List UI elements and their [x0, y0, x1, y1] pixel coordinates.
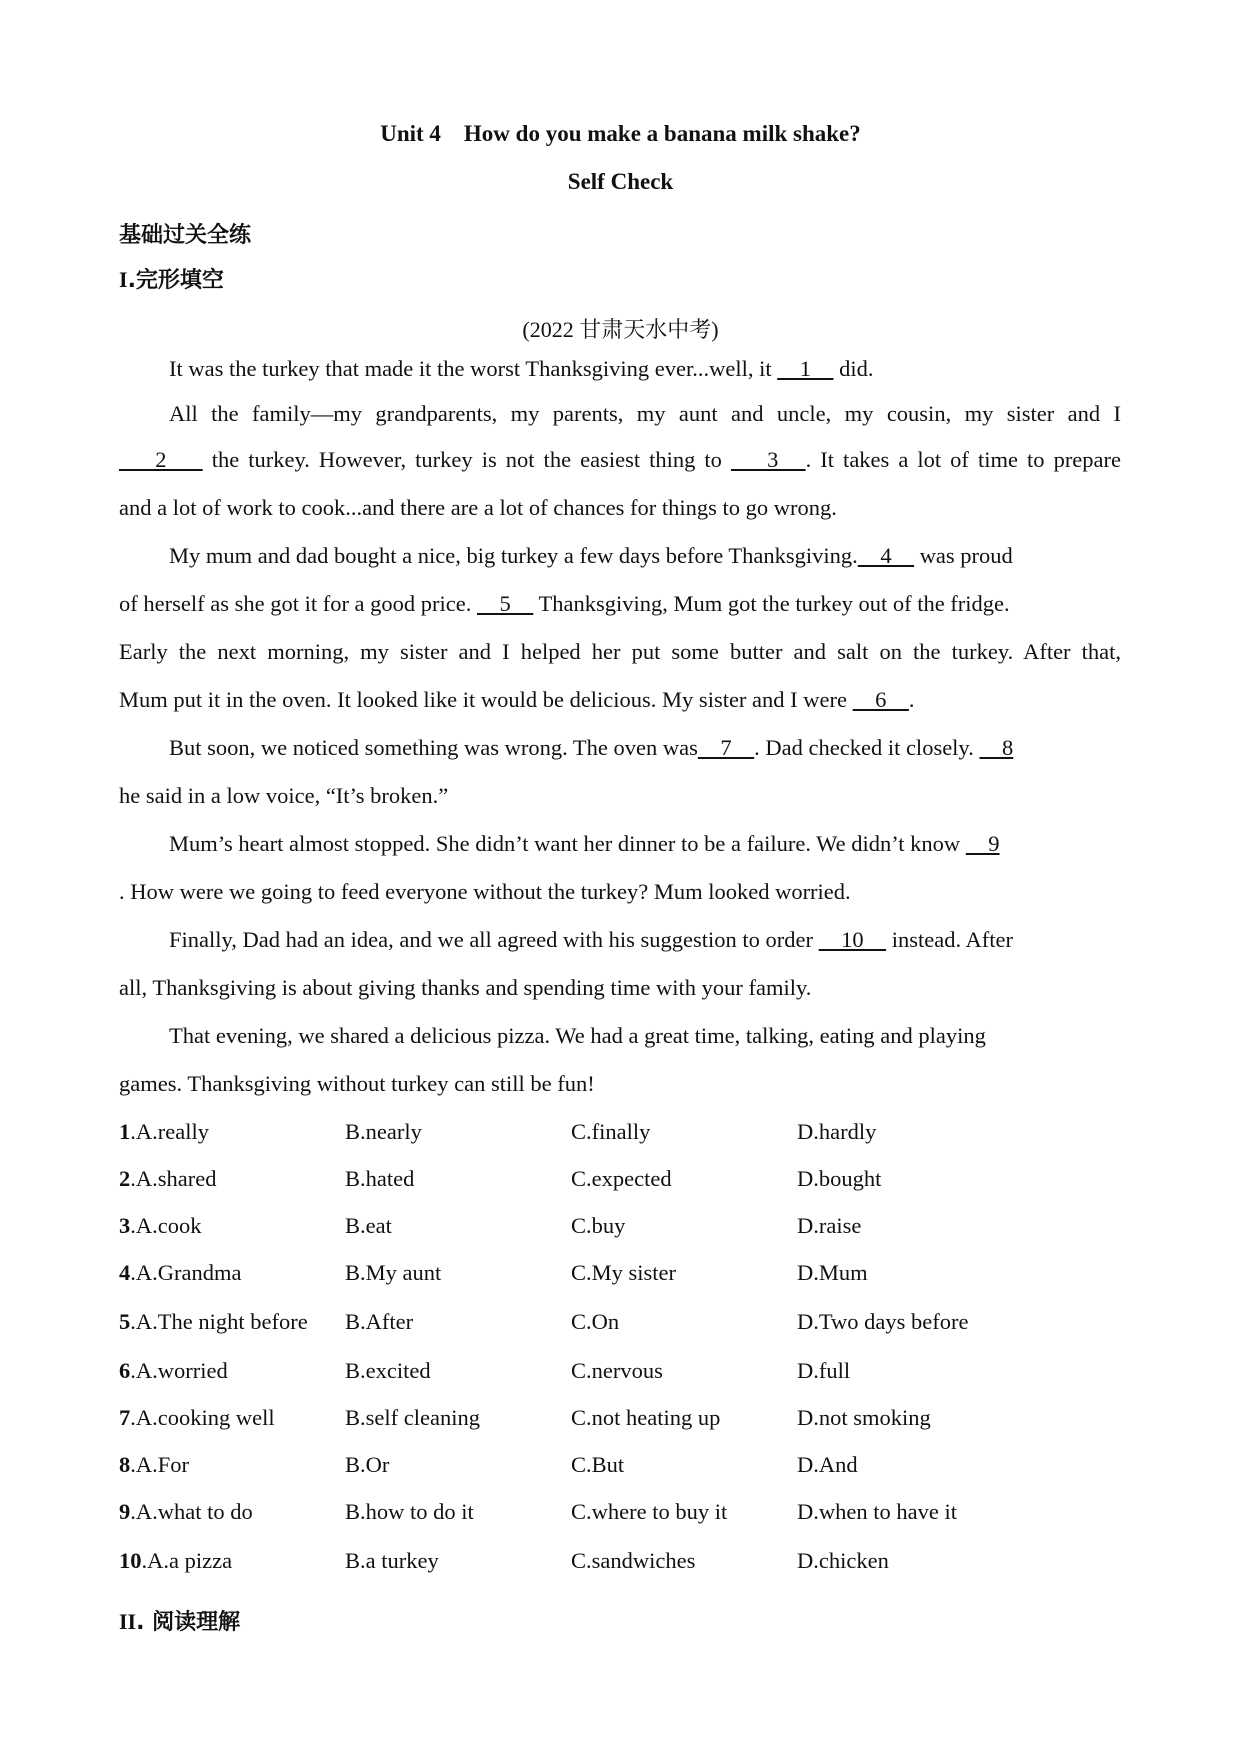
- question-number: 8: [119, 1452, 131, 1477]
- question-9-option-a: [119, 1488, 253, 1536]
- question-4-option-a: [119, 1249, 241, 1297]
- passage-text: of herself as she got it for a good price.: [119, 591, 478, 616]
- option-text: .A.worried: [130, 1358, 228, 1383]
- question-9-option-c: C.where to buy it: [571, 1499, 728, 1524]
- passage-text: Finally, Dad had an idea, and we all agreed with his suggestion to order: [169, 927, 819, 952]
- question-10-option-b: B.a turkey: [345, 1548, 439, 1573]
- passage-line: and a lot of work to cook...and there are a lot of chances for things to go wrong.: [119, 495, 837, 520]
- passage-line: . How were we going to feed everyone without the turkey? Mum looked worried.: [119, 879, 851, 904]
- question-9-option-d: D.when to have it: [797, 1499, 957, 1524]
- passage-text: the turkey. However, turkey is not the easiest thing to: [202, 447, 731, 472]
- blank-5: 5: [477, 591, 534, 616]
- question-4-option-b: B.My aunt: [345, 1260, 442, 1285]
- section-cloze-heading: [119, 263, 224, 294]
- passage-line: games. Thanksgiving without turkey can still be fun!: [119, 1071, 595, 1096]
- question-5-option-c: C.On: [571, 1309, 620, 1334]
- question-7-option-d: D.not smoking: [797, 1405, 931, 1430]
- passage-line: all, Thanksgiving is about giving thanks and spending time with your family.: [119, 975, 812, 1000]
- question-5-option-d: D.Two days before: [797, 1309, 969, 1334]
- blank-7: 7: [697, 735, 755, 760]
- passage-line: [119, 724, 1121, 772]
- blank-9: 9: [965, 831, 1000, 856]
- blank-4: 4: [857, 543, 915, 568]
- passage-line: he said in a low voice, “It’s broken.”: [119, 783, 449, 808]
- option-text: .A.a pizza: [141, 1548, 233, 1573]
- passage-text: . It takes a lot of time to prepare: [805, 447, 1121, 472]
- question-7-option-a: [119, 1394, 275, 1442]
- option-text: .A.really: [130, 1119, 209, 1144]
- question-number: 5: [119, 1309, 131, 1334]
- question-2-option-b: B.hated: [345, 1166, 415, 1191]
- question-1-option-a: [119, 1108, 209, 1156]
- passage-line: [119, 820, 1121, 868]
- question-number: 3: [119, 1213, 131, 1238]
- option-text: .A.The night before: [130, 1309, 308, 1334]
- option-text: .A.what to do: [130, 1499, 253, 1524]
- question-7-option-c: C.not heating up: [571, 1405, 721, 1430]
- question-9-option-b: B.how to do it: [345, 1499, 474, 1524]
- passage-text: .: [908, 687, 915, 712]
- passage-text: But soon, we noticed something was wrong. The oven was: [169, 735, 698, 760]
- option-text: .A.cooking well: [130, 1405, 275, 1430]
- blank-3: 3: [730, 447, 806, 472]
- blank-10: 10: [818, 927, 887, 952]
- passage-line: [119, 345, 1121, 393]
- section-reading-heading: [119, 1605, 240, 1636]
- question-3-option-b: B.eat: [345, 1213, 392, 1238]
- passage-text: It was the turkey that made it the worst Thanksgiving ever...well, it: [169, 356, 778, 381]
- question-10-option-d: D.chicken: [797, 1548, 889, 1573]
- question-number: 10: [119, 1548, 142, 1573]
- question-number: 7: [119, 1405, 131, 1430]
- passage-text: . Dad checked it closely.: [754, 735, 980, 760]
- question-3-option-c: C.buy: [571, 1213, 626, 1238]
- question-number: 1: [119, 1119, 131, 1144]
- question-2-option-a: [119, 1155, 216, 1203]
- question-8-option-b: B.Or: [345, 1452, 390, 1477]
- passage-line: That evening, we shared a delicious pizza. We had a great time, talking, eating and playing: [169, 1023, 986, 1048]
- question-1-option-d: D.hardly: [797, 1119, 877, 1144]
- section-cloze-label: .完形填空: [127, 268, 224, 293]
- passage-text: Thanksgiving, Mum got the turkey out of the fridge.: [533, 591, 1010, 616]
- passage-text: was proud: [914, 543, 1013, 568]
- question-8-option-a: [119, 1441, 189, 1489]
- option-text: .A.Grandma: [130, 1260, 242, 1285]
- passage-line: Early the next morning, my sister and I helped her put some butter and salt on the turkey. After that,: [119, 639, 1121, 664]
- passage-text: did.: [833, 356, 874, 381]
- exam-source: (2022 甘肃天水中考): [522, 317, 719, 342]
- passage-text: instead. After: [886, 927, 1013, 952]
- question-7-option-b: B.self cleaning: [345, 1405, 480, 1430]
- question-3-option-a: [119, 1202, 202, 1250]
- passage-text: Mum put it in the oven. It looked like it would be delicious. My sister and I were: [119, 687, 853, 712]
- option-text: .A.For: [130, 1452, 190, 1477]
- passage-line: All the family—my grandparents, my parents, my aunt and uncle, my cousin, my sister and I: [169, 401, 1121, 426]
- blank-1: 1: [777, 356, 834, 381]
- question-6-option-d: D.full: [797, 1358, 851, 1383]
- question-1-option-c: C.finally: [571, 1119, 651, 1144]
- option-text: .A.shared: [130, 1166, 217, 1191]
- question-4-option-d: D.Mum: [797, 1260, 868, 1285]
- passage-text: My mum and dad bought a nice, big turkey a few days before Thanksgiving.: [169, 543, 858, 568]
- section-basic-heading: 基础过关全练: [119, 223, 252, 248]
- question-6-option-a: [119, 1347, 228, 1395]
- question-number: 4: [119, 1260, 131, 1285]
- question-5-option-a: [119, 1298, 308, 1346]
- question-10-option-c: C.sandwiches: [571, 1548, 696, 1573]
- question-number: 2: [119, 1166, 131, 1191]
- section-reading-label: . 阅读理解: [136, 1610, 241, 1635]
- question-5-option-b: B.After: [345, 1309, 414, 1334]
- passage-line: [119, 532, 1121, 580]
- blank-2: 2: [119, 447, 203, 472]
- question-8-option-c: C.But: [571, 1452, 625, 1477]
- unit-subtitle: Self Check: [567, 169, 674, 194]
- question-number: 6: [119, 1358, 131, 1383]
- question-10-option-a: [119, 1537, 232, 1585]
- section-cloze-numeral: I: [119, 267, 128, 292]
- unit-title: Unit 4 How do you make a banana milk shake?: [380, 121, 861, 146]
- question-6-option-b: B.excited: [345, 1358, 431, 1383]
- question-2-option-d: D.bought: [797, 1166, 882, 1191]
- passage-line: [119, 916, 1121, 964]
- passage-line: [119, 676, 1121, 724]
- question-4-option-c: C.My sister: [571, 1260, 677, 1285]
- blank-8: 8: [979, 735, 1014, 760]
- question-2-option-c: C.expected: [571, 1166, 672, 1191]
- question-3-option-d: D.raise: [797, 1213, 862, 1238]
- option-text: .A.cook: [130, 1213, 202, 1238]
- passage-text: Mum’s heart almost stopped. She didn’t want her dinner to be a failure. We didn’t know: [169, 831, 966, 856]
- question-8-option-d: D.And: [797, 1452, 858, 1477]
- blank-6: 6: [852, 687, 909, 712]
- section-reading-numeral: II: [119, 1609, 137, 1634]
- passage-line: [119, 436, 1121, 484]
- passage-line: [119, 580, 1121, 628]
- question-6-option-c: C.nervous: [571, 1358, 663, 1383]
- question-1-option-b: B.nearly: [345, 1119, 422, 1144]
- question-number: 9: [119, 1499, 131, 1524]
